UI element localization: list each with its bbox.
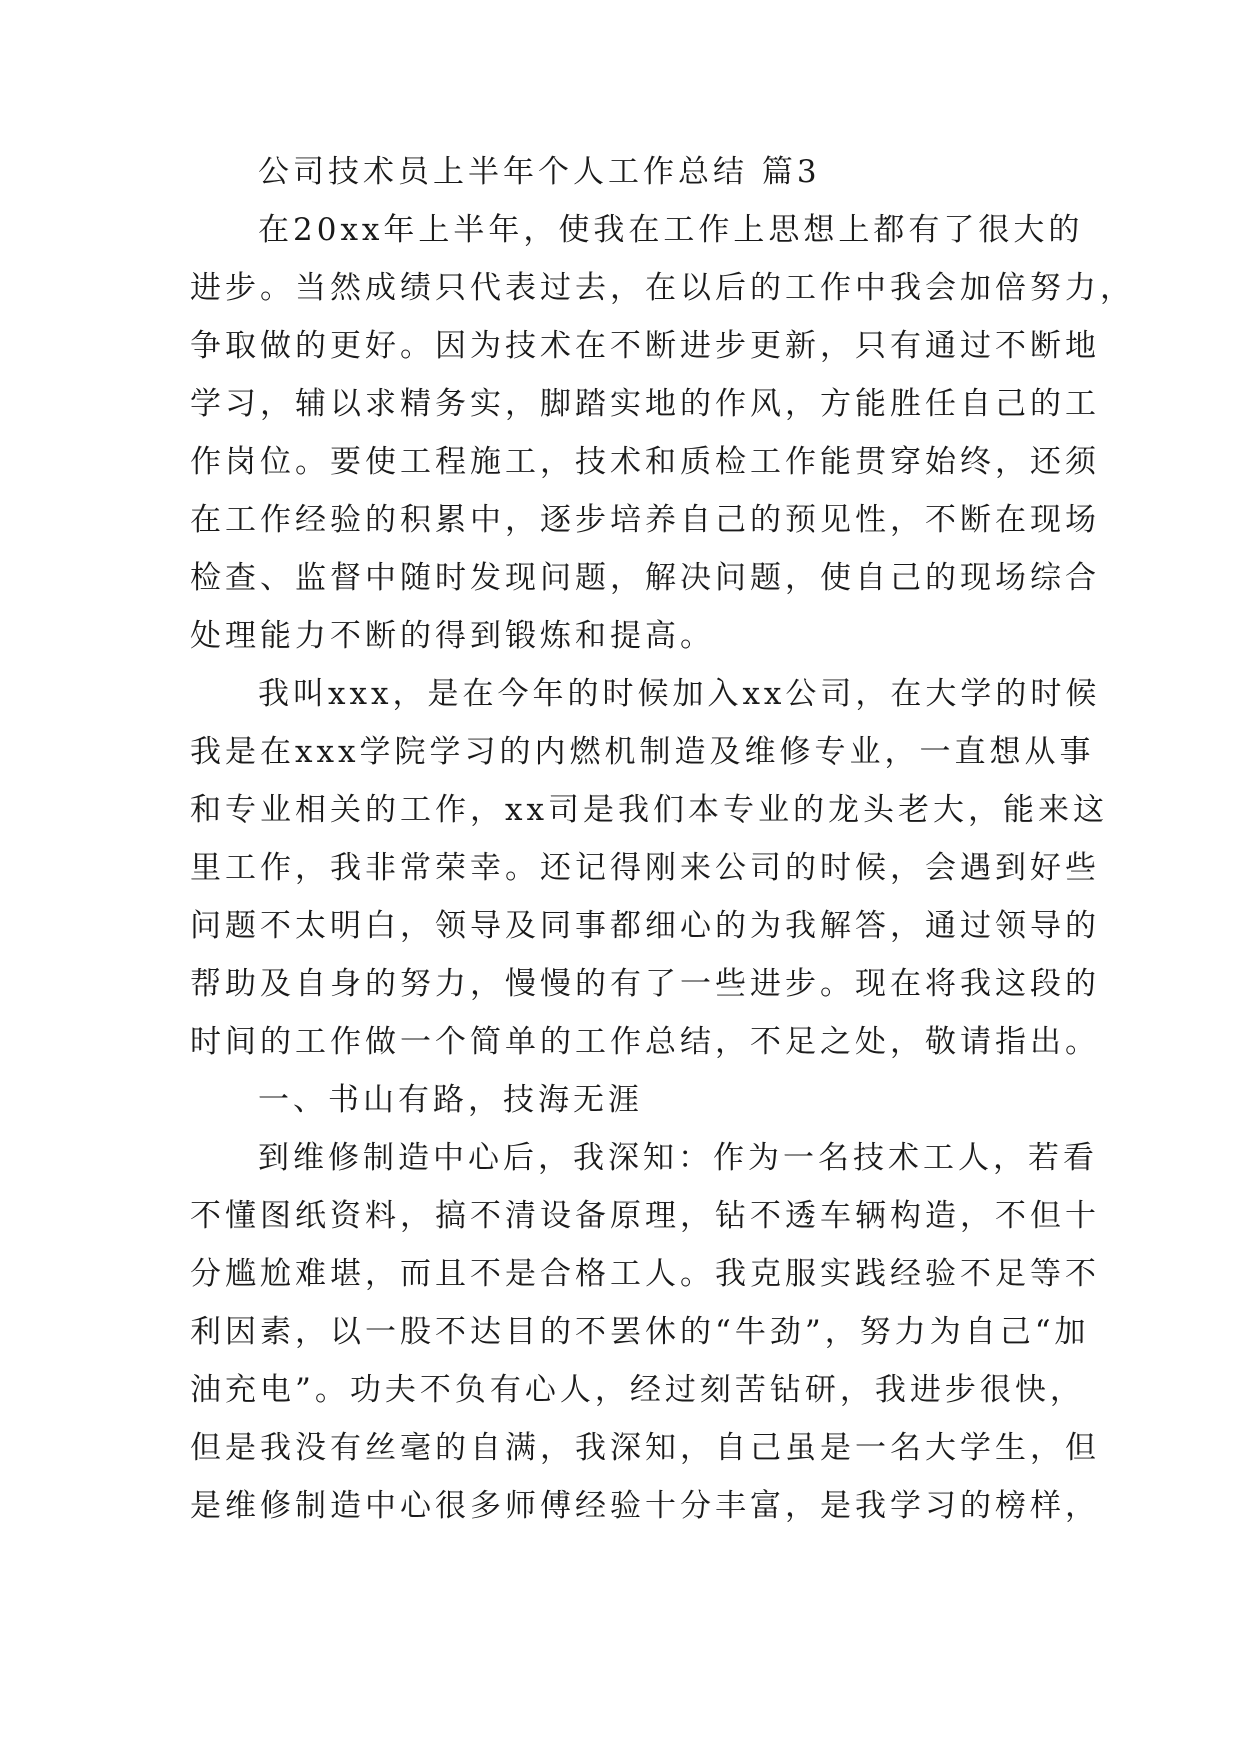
paragraph-line: 但是我没有丝毫的自满，我深知，自己虽是一名大学生，但: [190, 1430, 1100, 1466]
paragraph-line: 在工作经验的积累中，逐步培养自己的预见性，不断在现场: [190, 502, 1100, 538]
paragraph-line: 作岗位。要使工程施工，技术和质检工作能贯穿始终，还须: [190, 444, 1100, 480]
paragraph-line: 分尴尬难堪，而且不是合格工人。我克服实践经验不足等不: [190, 1256, 1100, 1292]
paragraph-line: 学习，辅以求精务实，脚踏实地的作风，方能胜任自己的工: [190, 386, 1100, 422]
paragraph-line: 是维修制造中心很多师傅经验十分丰富，是我学习的榜样，: [190, 1488, 1100, 1524]
paragraph-line: 进步。当然成绩只代表过去，在以后的工作中我会加倍努力，: [190, 270, 1135, 306]
paragraph-line: 和专业相关的工作，xx司是我们本专业的龙头老大，能来这: [190, 792, 1108, 828]
paragraph-line: 到维修制造中心后，我深知：作为一名技术工人，若看: [258, 1140, 1098, 1176]
paragraph-line: 检查、监督中随时发现问题，解决问题，使自己的现场综合: [190, 560, 1100, 596]
paragraph-line: 问题不太明白，领导及同事都细心的为我解答，通过领导的: [190, 908, 1100, 944]
paragraph-line: 争取做的更好。因为技术在不断进步更新，只有通过不断地: [190, 328, 1100, 364]
paragraph-line: 时间的工作做一个简单的工作总结，不足之处，敬请指出。: [190, 1024, 1100, 1060]
paragraph-line: 我是在xxx学院学习的内燃机制造及维修专业，一直想从事: [190, 734, 1095, 770]
paragraph-line: 帮助及自身的努力，慢慢的有了一些进步。现在将我这段的: [190, 966, 1100, 1002]
paragraph-line: 我叫xxx，是在今年的时候加入xx公司，在大学的时候: [258, 676, 1101, 712]
paragraph-line: 利因素，以一股不达目的不罢休的“牛劲”，努力为自己“加: [190, 1314, 1090, 1350]
paragraph-line: 不懂图纸资料，搞不清设备原理，钻不透车辆构造，不但十: [190, 1198, 1100, 1234]
paragraph-line: 里工作，我非常荣幸。还记得刚来公司的时候，会遇到好些: [190, 850, 1100, 886]
paragraph-line: 在20xx年上半年，使我在工作上思想上都有了很大的: [258, 212, 1084, 248]
section-heading: 一、书山有路，技海无涯: [258, 1082, 643, 1118]
document-title: 公司技术员上半年个人工作总结 篇3: [258, 154, 821, 190]
paragraph-line: 油充电”。功夫不负有心人，经过刻苦钻研，我进步很快，: [190, 1372, 1085, 1408]
paragraph-line: 处理能力不断的得到锻炼和提高。: [190, 618, 715, 654]
